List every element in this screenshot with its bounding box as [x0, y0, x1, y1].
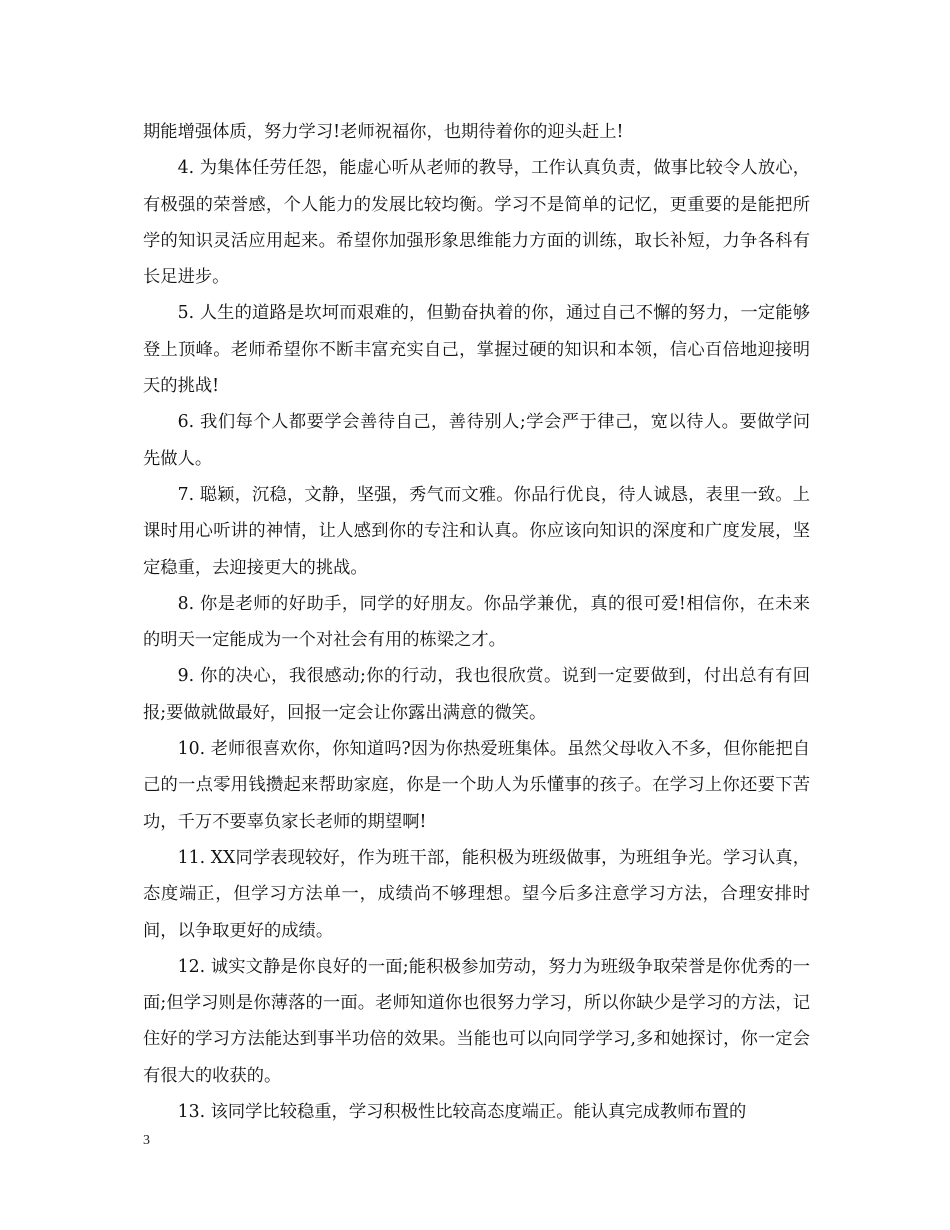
paragraph-continuation: 期能增强体质，努力学习!老师祝福你，也期待着你的迎头赶上!	[143, 122, 624, 142]
paragraph-item-6: 6. 我们每个人都要学会善待自己，善待别人;学会严于律己，宽以待人。要做学问先做人。	[143, 412, 810, 469]
paragraph-item-12: 12. 诚实文静是你良好的一面;能积极参加劳动，努力为班级争取荣誉是你优秀的一面;但学习则是你薄落的一面。老师知道你也很努力学习，所以你缺少是学习的方法，记住好的学习方法能达到事半功倍的效果。当能也可以向同学学习,多和她探讨，你一定会有很大的收获的。	[143, 956, 810, 1086]
paragraph-item-5: 5. 人生的道路是坎坷而艰难的，但勤奋执着的你，通过自己不懈的努力，一定能够登上顶峰。老师希望你不断丰富充实自己，掌握过硬的知识和本领，信心百倍地迎接明天的挑战!	[143, 303, 810, 397]
paragraph-item-7: 7. 聪颖，沉稳，文静，坚强，秀气而文雅。你品行优良，待人诚恳，表里一致。上课时用心听讲的神情，让人感到你的专注和认真。你应该向知识的深度和广度发展，坚定稳重，去迎接更大的挑战。	[143, 484, 810, 578]
document-body	[143, 114, 810, 1130]
page-number: 3	[143, 1133, 150, 1148]
paragraph-item-11: 11. XX同学表现较好，作为班干部，能积极为班级做事，为班组争光。学习认真，态度端正，但学习方法单一，成绩尚不够理想。望今后多注意学习方法，合理安排时间，以争取更好的成绩。	[143, 847, 810, 941]
paragraph-item-4: 4. 为集体任劳任怨，能虚心听从老师的教导，工作认真负责，做事比较令人放心，有极强的荣誉感，个人能力的发展比较均衡。学习不是简单的记忆，更重要的是能把所学的知识灵活应用起来。希望你加强形象思维能力方面的训练，取长补短，力争各科有长足进步。	[143, 158, 810, 288]
paragraph-item-13: 13. 该同学比较稳重，学习积极性比较高态度端正。能认真完成教师布置的	[177, 1102, 747, 1123]
paragraph-item-8: 8. 你是老师的好助手，同学的好朋友。你品学兼优，真的很可爱!相信你，在未来的明天一定能成为一个对社会有用的栋梁之才。	[143, 593, 810, 651]
paragraph-item-9: 9. 你的决心，我很感动;你的行动，我也很欣赏。说到一定要做到，付出总有有回报;要做就做最好，回报一定会让你露出满意的微笑。	[143, 666, 810, 723]
paragraph-item-10: 10. 老师很喜欢你，你知道吗?因为你热爱班集体。虽然父母收入不多，但你能把自己的一点零用钱攒起来帮助家庭，你是一个助人为乐懂事的孩子。在学习上你还要下苦功，千万不要辜负家长老师的期望啊!	[143, 739, 810, 832]
